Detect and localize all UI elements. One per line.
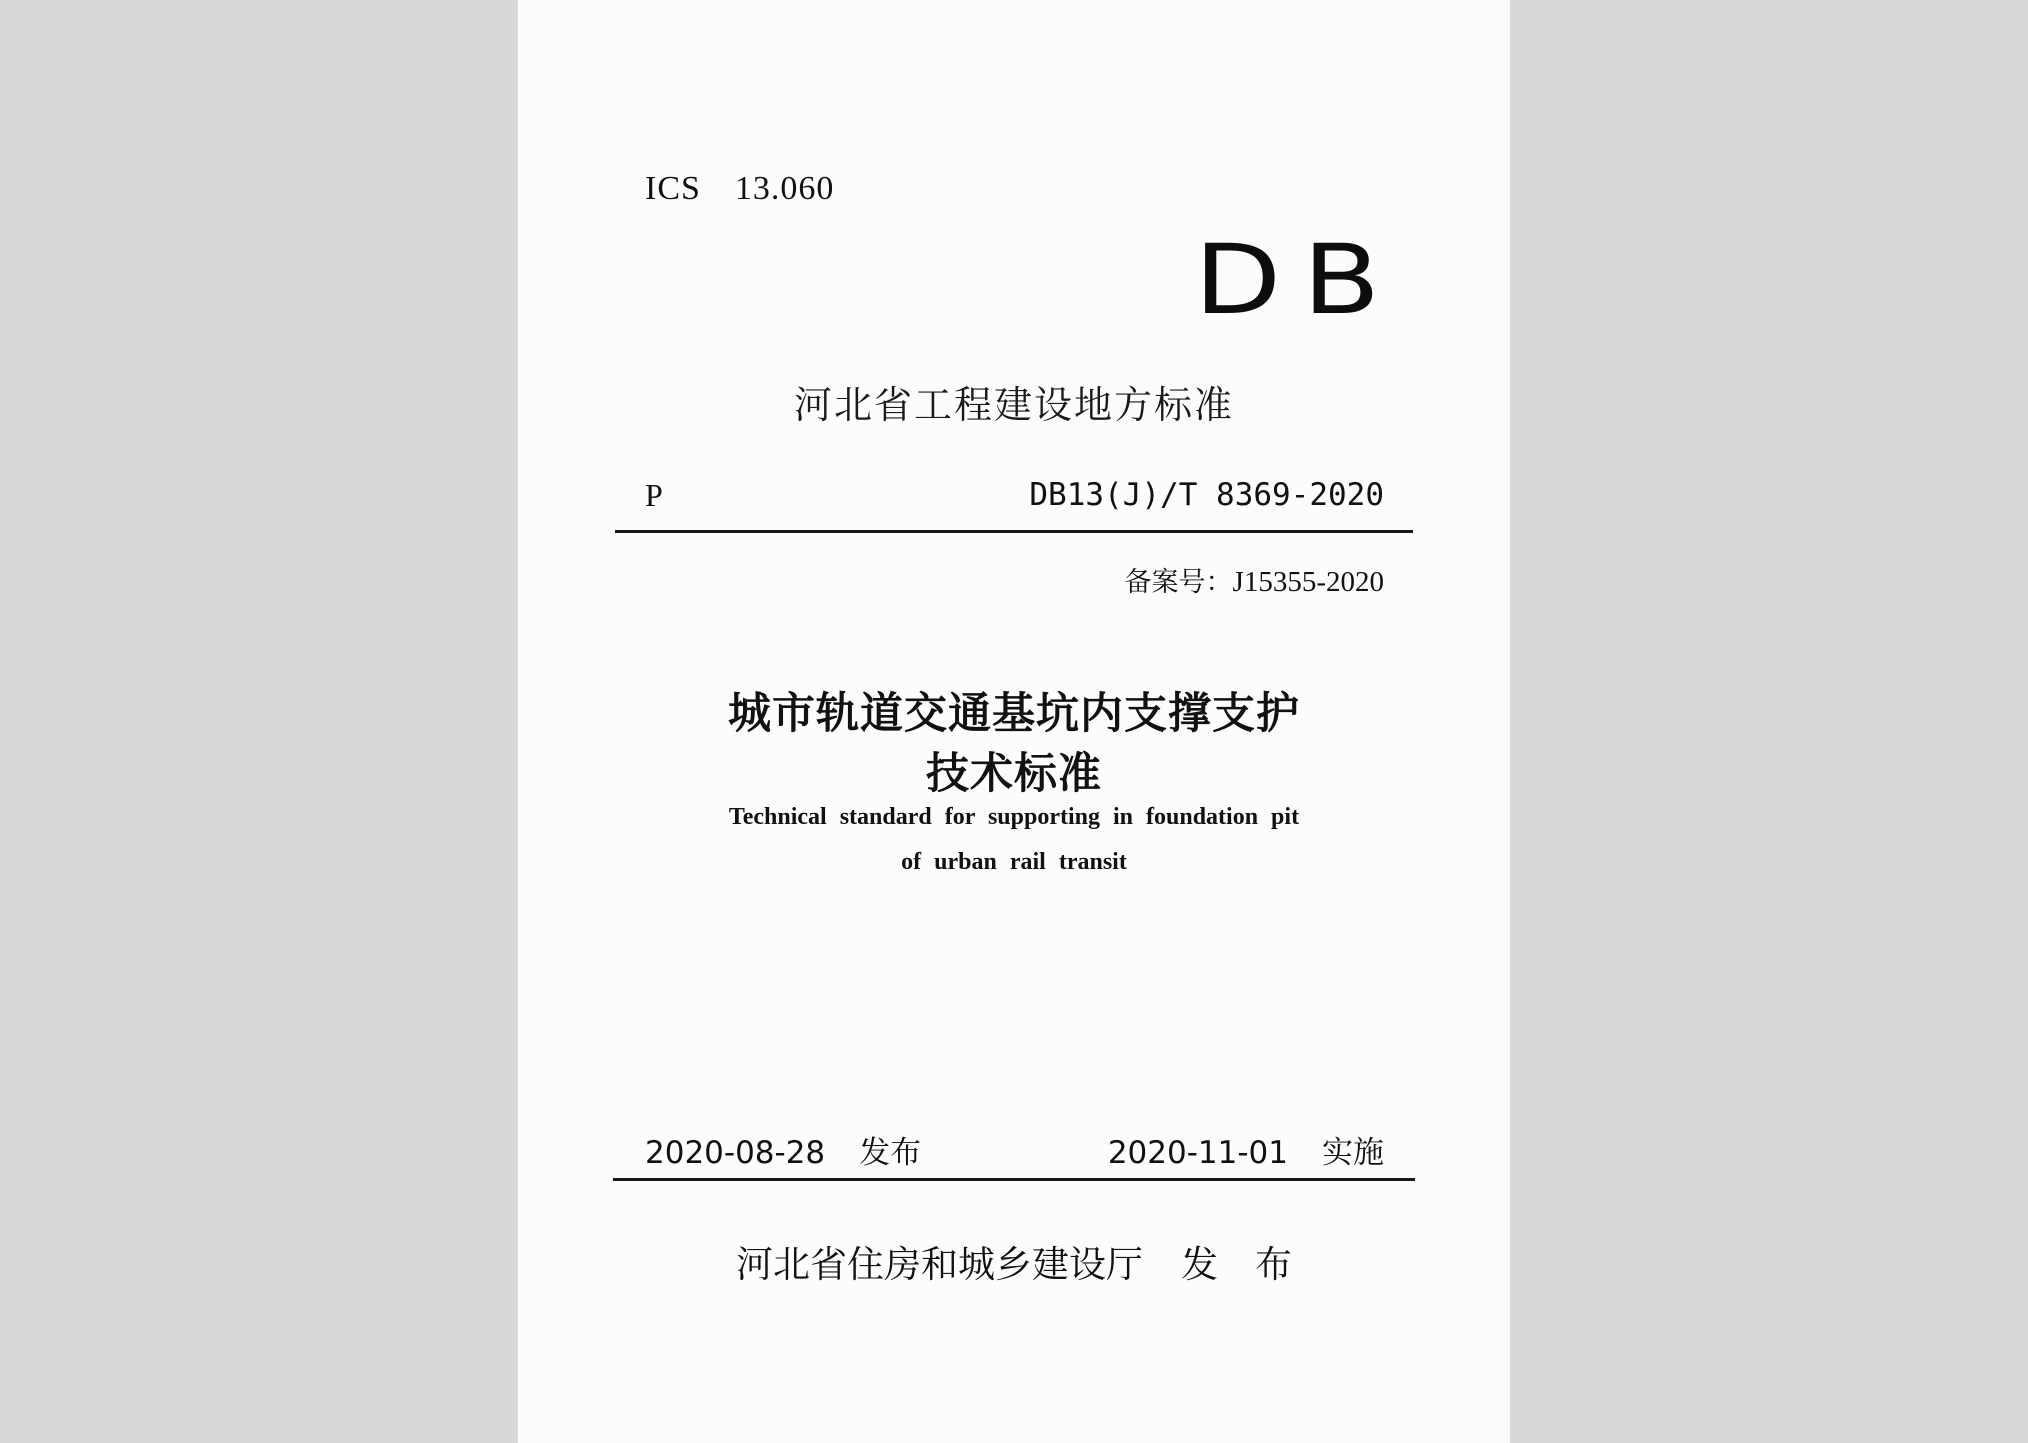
implement-info <box>1108 1127 1384 1172</box>
ics-label: ICS <box>645 170 701 207</box>
record-label: 备案号： <box>1124 567 1233 598</box>
standard-type: 河北省工程建设地方标准 <box>793 383 1234 427</box>
implement-date: 2020-11-01 <box>1107 1135 1288 1171</box>
standard-number: DB13(J)/T 8369-2020 <box>1029 477 1384 513</box>
record-value: J15355-2020 <box>1232 566 1384 598</box>
publisher <box>518 1234 1510 1288</box>
document-cover <box>518 0 1510 1443</box>
ics-code <box>645 170 834 208</box>
implement-label: 实施 <box>1322 1135 1384 1171</box>
publisher-action: 发 布 <box>1181 1243 1292 1286</box>
standard-mark: DB <box>1194 224 1402 336</box>
classification-code: P <box>645 477 663 513</box>
title-en-line2: of urban rail transit <box>901 849 1127 875</box>
ics-number: 13.060 <box>734 170 835 207</box>
bottom-divider <box>613 1178 1415 1181</box>
title-cn-line2: 技术标准 <box>926 749 1102 799</box>
title-cn-line1: 城市轨道交通基坑内支撑支护 <box>728 689 1300 739</box>
record-number <box>1125 560 1384 599</box>
issue-info <box>645 1127 921 1172</box>
top-divider <box>615 530 1413 533</box>
issue-date: 2020-08-28 <box>645 1135 826 1171</box>
issue-label: 发布 <box>859 1135 922 1171</box>
publisher-name: 河北省住房和城乡建设厅 <box>736 1243 1143 1286</box>
title-en-line1: Technical standard for supporting in foundation pit <box>728 804 1300 830</box>
